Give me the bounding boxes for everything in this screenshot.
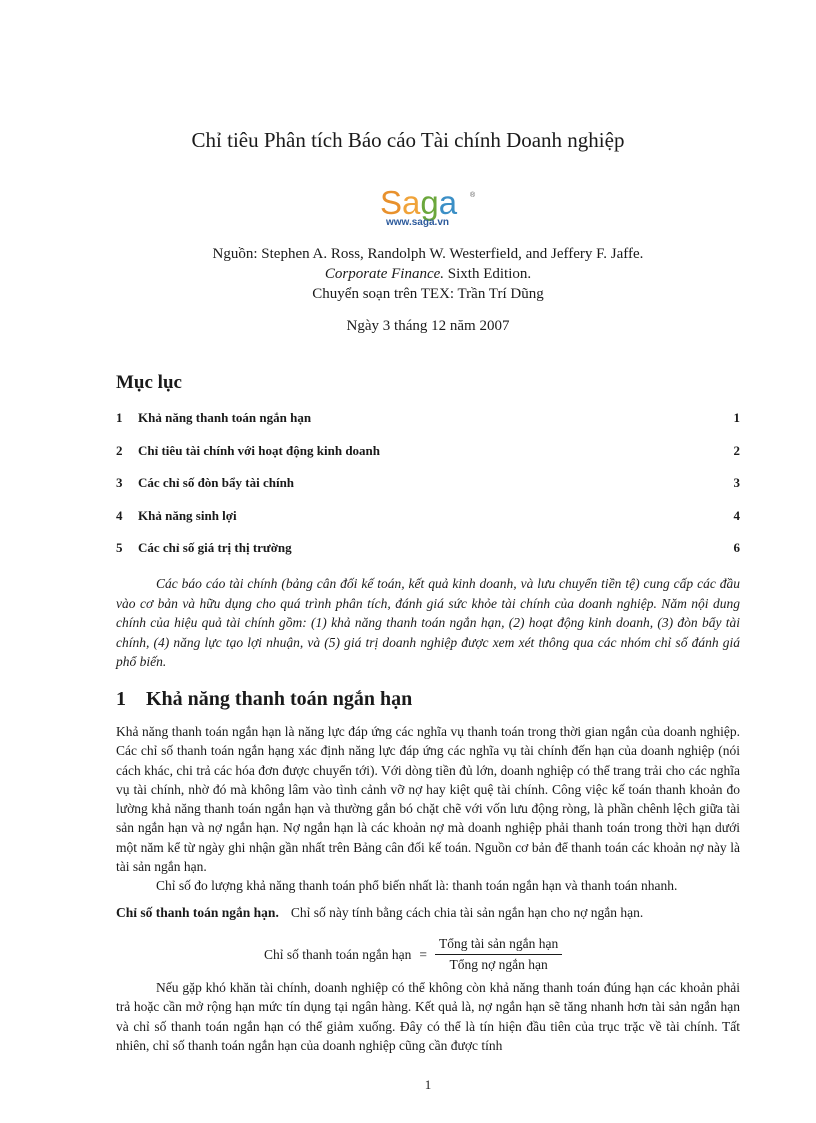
section-title: Khả năng thanh toán ngắn hạn: [146, 688, 413, 710]
toc-item-label[interactable]: Chỉ tiêu tài chính với hoạt động kinh doanh: [138, 442, 381, 458]
author-block: [0, 244, 816, 336]
paragraph: Khả năng thanh toán ngắn hạn là năng lực đáp ứng các nghĩa vụ thanh toán trong thời gian ngắn của doanh nghiệp. Các chỉ số thanh toán ngắn hạng xác định năng lực đáp ứng các nghĩa vụ tài chính đến hạn của doanh nghiệp (nói cách khác, chi trả các hóa đơn được chuyển tới). Với dòng tiền đủ lớn, doanh nghiệp có thể trang trải cho các nghĩa vụ tài chính, nhờ đó mà không lâm vào tình cảnh vỡ nợ hay kiệt quệ tài chính. Công việc kế toán thanh khoản đo lường khả năng thanh toán ngắn hạn và thường gắn bó chặt chẽ với vốn lưu động ròng, là phần chênh lệch giữa tài sản ngắn hạn và nợ ngắn hạn. Nợ ngắn hạn là các khoản nợ mà doanh nghiệp phải thanh toán trong thời hạn dưới một năm kể từ ngày ghi nhận gần nhất trên Bảng cân đối kế toán. Nguồn cơ bản để thanh toán các khoản nợ này là tài sản ngắn hạn.: [116, 724, 740, 875]
section-body: [116, 722, 740, 896]
toc-item-number: 5: [116, 540, 123, 556]
saga-logo: [380, 186, 480, 236]
subsection-paragraph: [116, 905, 740, 921]
toc-item-label[interactable]: Các chỉ số giá trị thị trường: [138, 540, 292, 556]
logo-url: www.saga.vn: [386, 217, 449, 228]
document-title: Chỉ tiêu Phân tích Báo cáo Tài chính Doanh nghiệp: [191, 128, 625, 152]
toc-item-number: 3: [116, 475, 123, 491]
toc-item-page[interactable]: 3: [733, 475, 740, 491]
toc-item-page[interactable]: 4: [733, 507, 740, 523]
toc-item-number: 2: [116, 442, 123, 458]
toc-item-page[interactable]: 2: [733, 442, 740, 458]
toc-item[interactable]: [116, 410, 740, 443]
typeset-line: Chuyển soạn trên TEX: Trần Trí Dũng: [312, 286, 544, 302]
formula-lhs: Chỉ số thanh toán ngắn hạn: [264, 946, 412, 962]
registered-mark: ®: [470, 192, 476, 199]
abstract: Các báo cáo tài chính (bảng cân đối kế toán, kết quả kinh doanh, và lưu chuyển tiền tệ) cung cấp các đầu vào cơ bản và hữu dụng cho quá trình phân tích, đánh giá sức khỏe tài chính của doanh nghiệp. Năm nội dung chính của hiệu quả tài chính gồm: (1) khả năng thanh toán ngắn hạn, (2) hoạt động kinh doanh, (3) đòn bẩy tài chính, (4) năng lực tạo lợi nhuận, và (5) giá trị doanh nghiệp được xem xét thông qua các nhóm chỉ số đánh giá phổ biến.: [116, 576, 740, 669]
formula-fraction: [435, 936, 562, 973]
toc-item-number: 4: [116, 507, 123, 523]
toc-item-number: 1: [116, 410, 123, 425]
book-line: [0, 264, 816, 284]
formula-denominator: Tổng nợ ngắn hạn: [449, 957, 548, 972]
toc-heading: Mục lục: [116, 372, 182, 393]
current-ratio-formula: [264, 936, 562, 973]
formula-equals: =: [419, 946, 427, 962]
book-title: Corporate Finance.: [324, 266, 445, 282]
logo-wordmark: Saga: [380, 184, 458, 221]
paragraph-text: Chỉ số này tính bằng cách chia tài sản ngắn hạn cho nợ ngắn hạn.: [290, 905, 644, 920]
book-edition: Sixth Edition.: [447, 266, 532, 282]
paragraph: Chỉ số đo lượng khả năng thanh toán phổ biến nhất là: thanh toán ngắn hạn và thanh toán nhanh.: [156, 878, 678, 894]
paragraph: Nếu gặp khó khăn tài chính, doanh nghiệp có thể không còn khả năng thanh toán đúng hạn các khoản phải trả hoặc cần mở rộng hạn mức tín dụng tại ngân hàng. Kết quả là, nợ ngắn hạn sẽ tăng nhanh hơn tài sản ngắn hạn và chỉ số thanh toán ngắn hạn có thể giảm xuống. Đây có thể là tín hiện đầu tiên của trục trặc về tài chính. Tất nhiên, chỉ số thanh toán ngắn hạn của doanh nghiệp cũng cần được tính: [116, 980, 740, 1053]
toc-item[interactable]: [116, 475, 740, 508]
formula-numerator: Tổng tài sản ngắn hạn: [435, 936, 562, 955]
toc-item-label[interactable]: Khả năng sinh lợi: [138, 507, 237, 523]
toc-item[interactable]: [116, 443, 740, 476]
source-line: Nguồn: Stephen A. Ross, Randolph W. Westerfield, and Jeffery F. Jaffe.: [212, 246, 644, 262]
toc-item[interactable]: [116, 508, 740, 541]
section-heading: [116, 688, 412, 711]
toc-item[interactable]: [116, 540, 740, 573]
page-number: 1: [424, 1077, 432, 1092]
toc-item-page[interactable]: 1: [733, 410, 740, 425]
table-of-contents: [116, 410, 740, 573]
document-date: Ngày 3 tháng 12 năm 2007: [346, 318, 510, 334]
toc-item-label[interactable]: Khả năng thanh toán ngắn hạn: [138, 410, 312, 425]
section-number: 1: [116, 688, 126, 710]
paragraph-heading: Chỉ số thanh toán ngắn hạn.: [116, 905, 279, 920]
toc-item-page[interactable]: 6: [733, 540, 740, 556]
toc-item-label[interactable]: Các chỉ số đòn bẩy tài chính: [138, 475, 295, 491]
